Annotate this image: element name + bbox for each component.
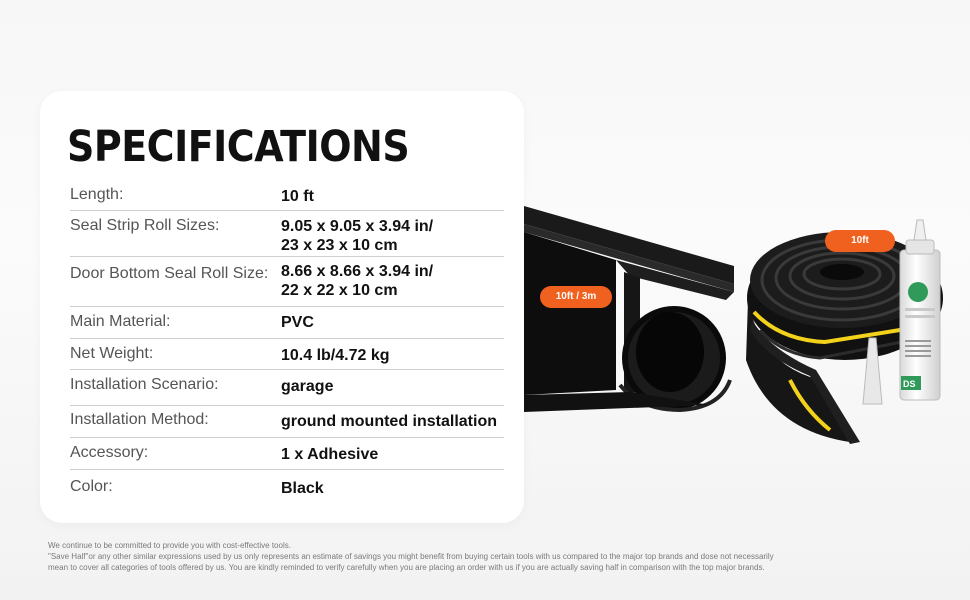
spec-row-color	[70, 470, 504, 500]
spec-row-installation-scenario	[70, 370, 504, 406]
spec-label: Color:	[70, 478, 113, 495]
spec-value: 1 x Adhesive	[281, 446, 379, 463]
spec-label: Seal Strip Roll Sizes:	[70, 217, 220, 234]
spec-label: Main Material:	[70, 313, 171, 330]
spec-value-line-2: 23 x 23 x 10 cm	[281, 237, 398, 254]
threshold-length-badge: 10ft / 3m	[540, 286, 612, 308]
roll-length-badge: 10ft	[825, 230, 895, 252]
spec-value: Black	[281, 480, 324, 497]
disclaimer-line: "Save Half"or any other similar expressions used by us only represents an estimate of savings you might benefit from buying certain tools with us compared to the major top brands and dose not necessarily	[48, 552, 774, 561]
spec-value: garage	[281, 378, 334, 395]
spec-row-net-weight	[70, 339, 504, 370]
page-title: SPECIFICATIONS	[67, 122, 410, 172]
spec-row-length	[70, 180, 504, 211]
spec-value-line-2: 22 x 22 x 10 cm	[281, 282, 398, 299]
spec-value-line-1: 9.05 x 9.05 x 3.94 in/	[281, 218, 434, 235]
spec-row-installation-method	[70, 406, 504, 438]
spec-row-main-material	[70, 307, 504, 339]
spec-value: ground mounted installation	[281, 413, 497, 430]
spec-label: Net Weight:	[70, 345, 154, 362]
tube-label: DS	[903, 379, 916, 389]
disclaimer	[48, 540, 928, 573]
threshold-seal-strip	[524, 206, 734, 412]
spec-value: 10.4 lb/4.72 kg	[281, 347, 390, 364]
spec-value: 10 ft	[281, 188, 314, 205]
spec-value-line-1: 8.66 x 8.66 x 3.94 in/	[281, 263, 434, 280]
spec-label: Length:	[70, 186, 124, 203]
disclaimer-line: mean to cover all categories of tools offered by us. You are kindly reminded to verify carefully when you are placing an order with us if you are actually saving half in comparison with the top major brands.	[48, 563, 765, 572]
spec-row-door-bottom-seal-roll-size	[70, 257, 504, 307]
spec-row-accessory	[70, 438, 504, 470]
product-image	[520, 180, 960, 450]
disclaimer-line: We continue to be committed to provide you with cost-effective tools.	[48, 541, 291, 550]
spec-value: PVC	[281, 314, 314, 331]
spec-row-seal-strip-roll-sizes	[70, 211, 504, 257]
spec-label: Installation Scenario:	[70, 376, 219, 393]
spec-label: Accessory:	[70, 444, 149, 461]
spec-label: Door Bottom Seal Roll Size:	[70, 265, 269, 282]
spec-label: Installation Method:	[70, 411, 209, 428]
